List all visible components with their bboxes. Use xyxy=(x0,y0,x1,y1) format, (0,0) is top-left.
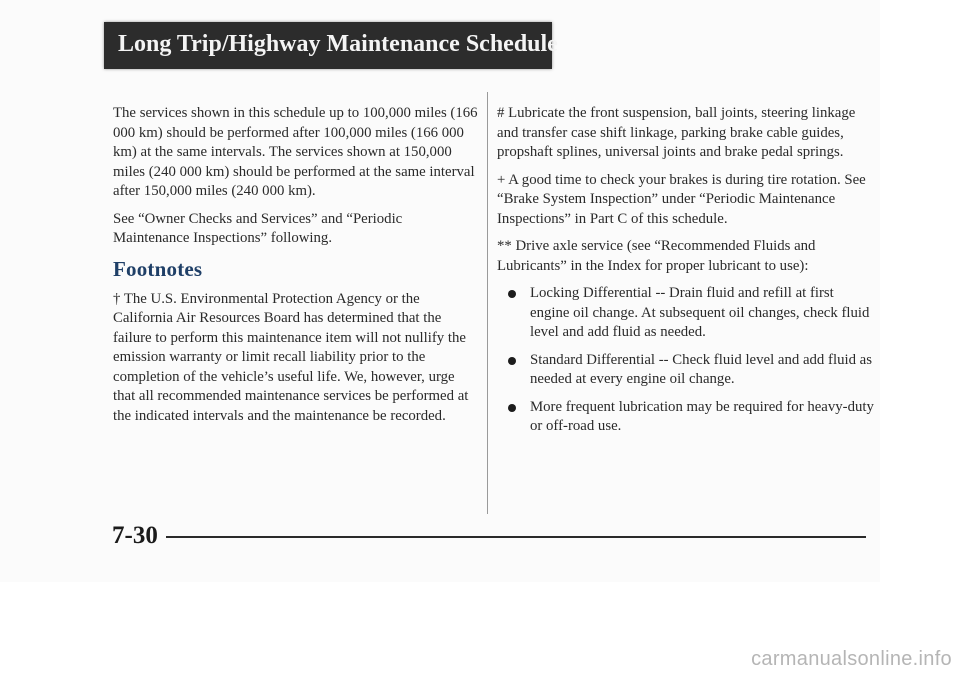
list-item xyxy=(497,284,875,343)
list-item-text: Locking Differential -- Drain fluid and refill at first engine oil change. At subsequent oil changes, check fluid level and add fluid as needed. xyxy=(530,285,870,340)
drive-axle-list xyxy=(497,284,875,437)
bullet-icon xyxy=(508,404,516,412)
watermark: carmanualsonline.info xyxy=(751,648,952,670)
section-title: Long Trip/Highway Maintenance Schedule xyxy=(118,31,558,57)
see-also-paragraph: See “Owner Checks and Services” and “Periodic Maintenance Inspections” following. xyxy=(113,210,403,246)
list-item xyxy=(497,398,875,437)
page-number: 7-30 xyxy=(112,522,158,549)
left-column xyxy=(113,104,480,434)
right-column xyxy=(497,104,875,445)
intro-paragraph: The services shown in this schedule up to 100,000 miles (166 000 km) should be performed after 100,000 miles (166 000 km) at the same intervals. The services shown at 150,000 miles (240 000 km) should be performed at the same interval after 150,000 miles (240 000 km). xyxy=(113,105,478,199)
footer-rule xyxy=(166,536,866,538)
footnote-hash: # Lubricate the front suspension, ball joints, steering linkage and transfer case shift linkage, parking brake cable guides, propshaft splines, universal joints and brake pedal springs. xyxy=(497,105,856,160)
footnote-dagger: † The U.S. Environmental Protection Agency or the California Air Resources Board has determined that the failure to perform this maintenance item will not nullify the emission warranty or limit recall liability prior to the completion of the vehicle’s useful life. We, however, urge that all recommended maintenance services be performed at the indicated intervals and the maintenance be recorded. xyxy=(113,290,469,424)
list-item-text: More frequent lubrication may be required for heavy-duty or off-road use. xyxy=(530,398,874,434)
footnote-plus: + A good time to check your brakes is during tire rotation. See “Brake System Inspection” under “Periodic Maintenance Inspections” in Part C of this schedule. xyxy=(497,171,866,227)
section-title-bar xyxy=(104,22,558,69)
footnote-double-star: ** Drive axle service (see “Recommended Fluids and Lubricants” in the Index for proper lubricant to use): xyxy=(497,238,816,274)
list-item-text: Standard Differential -- Check fluid level and add fluid as needed at every engine oil change. xyxy=(530,351,872,387)
list-item xyxy=(497,351,875,390)
column-divider xyxy=(487,92,488,514)
bullet-icon xyxy=(508,290,516,298)
bullet-icon xyxy=(508,357,516,365)
footnotes-heading: Footnotes xyxy=(113,256,203,281)
